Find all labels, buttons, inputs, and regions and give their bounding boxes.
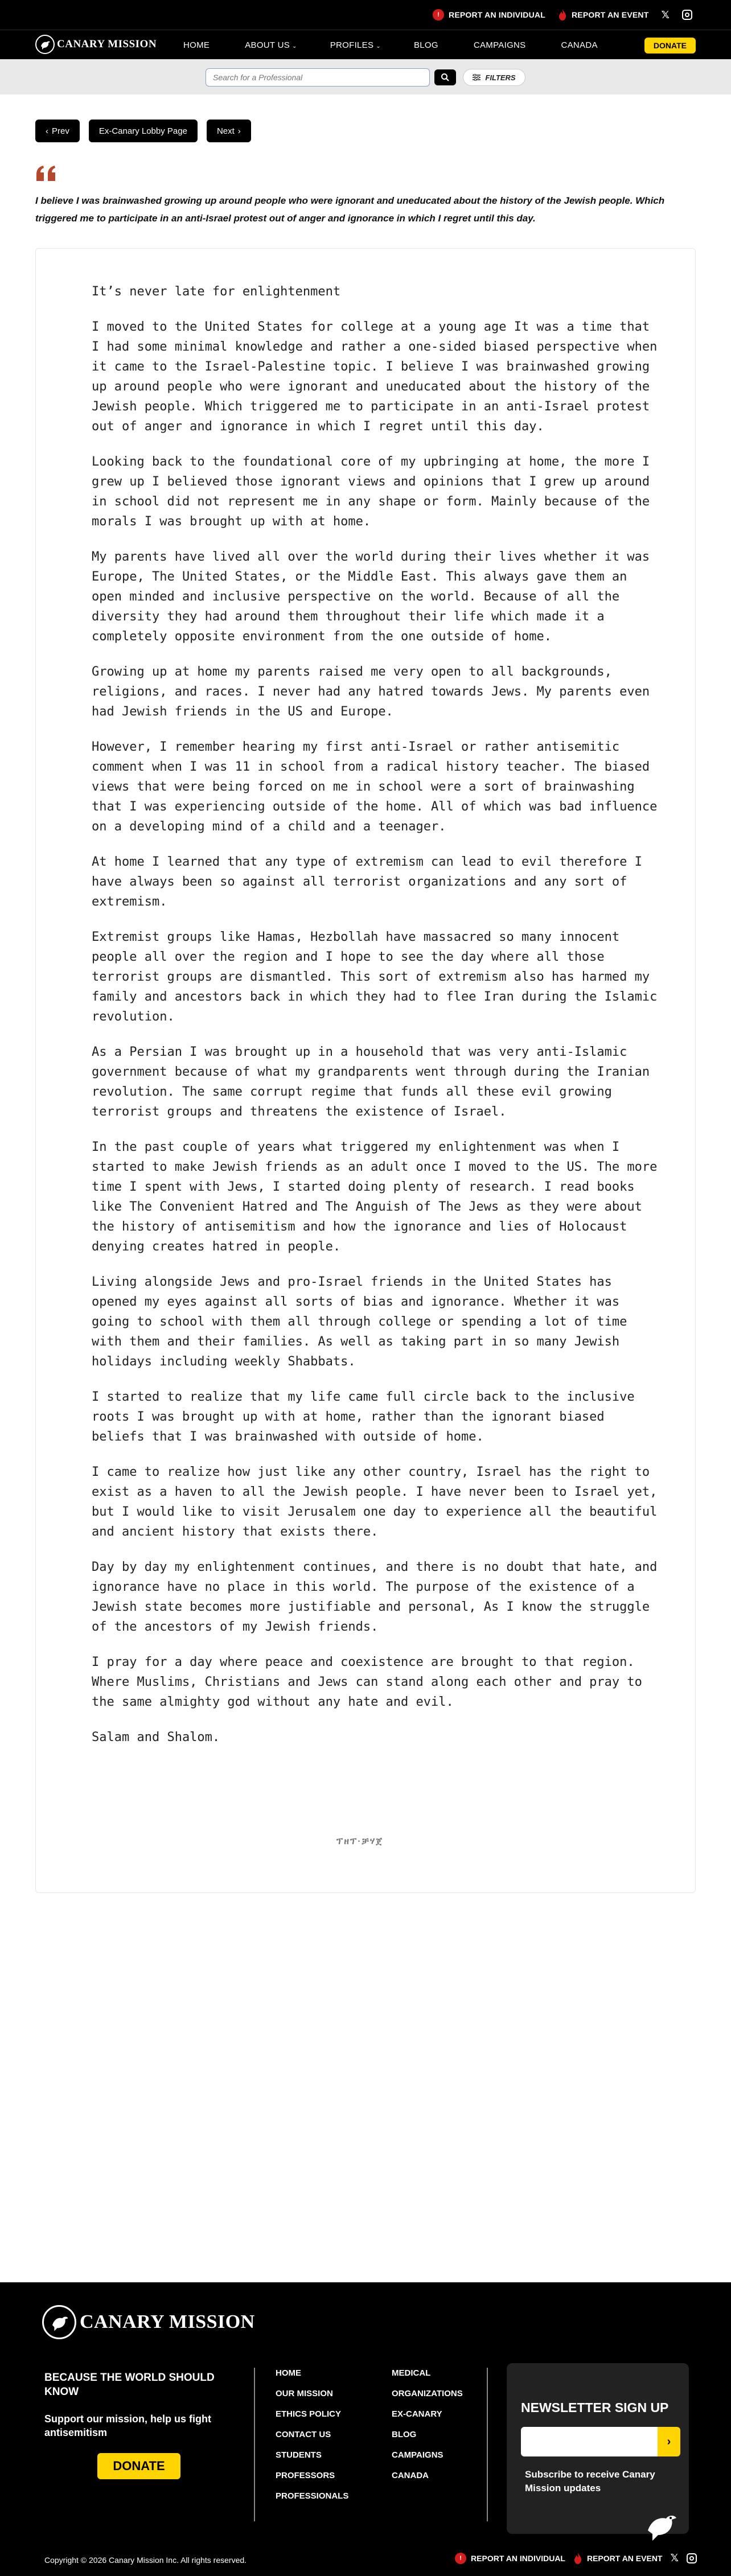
brand-name: CANARY MISSION <box>57 38 157 50</box>
nav-item-home[interactable]: HOME <box>183 40 210 50</box>
nav-links <box>183 30 600 60</box>
statement-text <box>92 282 661 1763</box>
statement-card <box>35 248 696 1893</box>
footer-links-col-1 <box>276 2368 348 2501</box>
report-event-link[interactable] <box>558 9 649 20</box>
footer-logo[interactable] <box>42 2305 255 2339</box>
instagram-icon[interactable] <box>682 10 692 20</box>
top-bar <box>0 0 731 30</box>
footer-link-ethics-policy[interactable]: ETHICS POLICY <box>276 2409 342 2419</box>
article-paragraph: Extremist groups like Hamas, Hezbollah have massacred so many innocent people all over the region and I hope to see the day where all those terrorist groups are dismantled. This sort of extremism also has harmed my family and ancestors back in which they had to flee Iran during the Islamic revolution. <box>92 930 658 1024</box>
footer-link-campaigns[interactable]: CAMPAIGNS <box>392 2450 443 2460</box>
footer-bottom-bar <box>0 2548 731 2576</box>
footer-report-event-link[interactable]: REPORT AN EVENT <box>573 2553 663 2564</box>
next-button[interactable]: Next › <box>207 120 251 142</box>
search-bar <box>0 59 731 94</box>
footer-link-professors[interactable]: PROFESSORS <box>276 2471 335 2480</box>
article-paragraph: However, I remember hearing my first anti-Israel or rather antisemitic comment when I was 11 in school from a radical history teacher. The biased views that were being forced on me in school were a sort of brainwashing that I was experiencing outside of the home. All of which was bad influence on a developing mind of a child and a teenager. <box>92 740 658 834</box>
alert-person-icon: ! <box>433 9 444 20</box>
article-paragraph: I pray for a day where peace and coexistence are brought to that region. Where Muslims, Christians and Jews can stand along each other and pray to the same almighty god without any hate and evil. <box>92 1655 642 1709</box>
footer-link-our-mission[interactable]: OUR MISSION <box>276 2389 333 2398</box>
flame-icon <box>573 2553 582 2564</box>
site-footer <box>0 2282 731 2576</box>
search-icon <box>441 73 450 82</box>
lobby-page-button[interactable]: Ex-Canary Lobby Page <box>89 120 198 142</box>
footer-link-medical[interactable]: MEDICAL <box>392 2368 431 2378</box>
footer-social-links <box>455 2552 697 2564</box>
search-button[interactable] <box>434 69 456 85</box>
article-paragraph: I came to realize how just like any other country, Israel has the right to exist as a haven to all the Jewish people. I have never been to Israel yet, but I would like to visit Jerusalem one day to experience all the beautiful and ancient history that exists there. <box>92 1465 658 1539</box>
chevron-down-icon: ⌄ <box>376 43 381 50</box>
article-paragraph: As a Persian I was brought up in a household that was very anti-Islamic government because of what my grandparents went through during the Iranian revolution. The same corrupt regime that funds all these evil growing terrorist groups and threatens the existence of Israel. <box>92 1045 650 1119</box>
copyright-text: Copyright © 2026 Canary Mission Inc. All rights reserved. <box>44 2556 247 2565</box>
report-event-label: REPORT AN EVENT <box>571 10 649 19</box>
canary-bird-icon <box>35 35 55 54</box>
instagram-icon[interactable] <box>687 2553 697 2563</box>
footer-link-organizations[interactable]: ORGANIZATIONS <box>392 2389 463 2398</box>
article-paragraph: It’s never late for enlightenment <box>92 285 341 299</box>
article-paragraph: I moved to the United States for college at a young age It was a time that I had some minimal knowledge and rather a one-sided biased perspective when it came to the Israel-Palestine topic. I believe I was brainwashed growing up around people who were ignorant and uneducated about the history of the Jewish people. Which triggered me to participate in an anti-Israel protest out of anger and ignorance in which I regret until this day. <box>92 320 658 434</box>
donate-button[interactable]: DONATE <box>644 38 696 54</box>
prev-button[interactable]: ‹ Prev <box>35 120 80 142</box>
article-paragraph: In the past couple of years what triggered my enlightenment was when I started to make Jewish friends as an adult once I moved to the US. The more time I spent with Jews, I started doing plenty of research. I read books like The Convenient Hatred and The Anguish of The Jews as they were about the history of antisemitism and how the ignorance and lies of Holocaust denying creates hatred in people. <box>92 1140 658 1254</box>
chevron-left-icon: ‹ <box>46 126 48 136</box>
newsletter-submit-button[interactable] <box>658 2427 680 2456</box>
main-nav <box>0 30 731 59</box>
footer-link-ex-canary[interactable]: EX-CANARY <box>392 2409 442 2419</box>
nav-item-about-us[interactable]: ABOUT US ⌄ <box>245 40 297 50</box>
flame-icon <box>558 9 567 20</box>
article-paragraph: Growing up at home my parents raised me very open to all backgrounds, religions, and races. I never had any hatred towards Jews. My parents even had Jewish friends in the US and Europe. <box>92 665 650 719</box>
nav-item-campaigns[interactable]: CAMPAIGNS <box>473 40 526 50</box>
profile-pager <box>35 120 251 142</box>
footer-link-professionals[interactable]: PROFESSIONALS <box>276 2491 349 2501</box>
footer-links-col-2 <box>392 2368 463 2481</box>
site-logo[interactable] <box>35 35 157 54</box>
footer-divider <box>254 2368 255 2521</box>
newsletter-title: NEWSLETTER SIGN UP <box>521 2400 669 2415</box>
canary-bird-icon <box>642 2505 682 2545</box>
filters-button[interactable] <box>463 69 525 86</box>
nav-item-canada[interactable]: CANADA <box>561 40 598 50</box>
footer-divider <box>487 2368 488 2521</box>
article-paragraph: Salam and Shalom. <box>92 1730 220 1744</box>
footer-brand-name: CANARY MISSION <box>80 2311 255 2332</box>
arrow-right-icon: › <box>667 2435 671 2448</box>
footer-link-students[interactable]: STUDENTS <box>276 2450 322 2460</box>
article-paragraph: I started to realize that my life came full circle back to the inclusive roots I was brought up with at home, rather than the ignorant biased beliefs that I was brainwashed with outside of home. <box>92 1390 635 1444</box>
nav-item-blog[interactable]: BLOG <box>413 40 438 50</box>
chevron-down-icon: ⌄ <box>292 43 297 50</box>
article-paragraph: Living alongside Jews and pro-Israel friends in the United States has opened my eyes against all sorts of bias and ignorance. Whether it was going to school with them all through college or spending a lot of time with them and their families. As well as taking part in so many Jewish holidays including weekly Shabbats. <box>92 1275 627 1369</box>
chevron-right-icon: › <box>237 126 241 136</box>
article-paragraph: Looking back to the foundational core of my upbringing at home, the more I grew up I believed those ignorant views and opinions that I grew up around in school did not represent me in any shape or form. Mainly because of the morals I was brought up with at home. <box>92 455 650 529</box>
footer-link-contact-us[interactable]: CONTACT US <box>276 2430 331 2439</box>
x-icon[interactable]: 𝕏 <box>670 2552 679 2563</box>
search-input[interactable] <box>206 68 430 87</box>
report-individual-link[interactable] <box>433 9 545 20</box>
footer-link-canada[interactable]: CANADA <box>392 2471 429 2480</box>
article-paragraph: My parents have lived all over the world during their lives whether it was Europe, The United States, or the Middle East. This always gave them an open minded and inclusive perspective on the world. Because of all the diversity they had around them throughout their life which made it a completely opposite environment from the one outside of home. <box>92 550 650 644</box>
x-icon[interactable]: 𝕏 <box>661 9 670 20</box>
footer-link-home[interactable]: HOME <box>276 2368 301 2378</box>
article-paragraph: At home I learned that any type of extremism can lead to evil therefore I have always been so against all terrorist organizations and any sort of extremism. <box>92 855 642 909</box>
newsletter-email-input[interactable] <box>521 2427 658 2456</box>
canary-bird-icon <box>42 2305 76 2339</box>
alert-person-icon: ! <box>455 2553 466 2564</box>
footer-donate-button[interactable]: DONATE <box>97 2453 180 2479</box>
footer-tagline: BECAUSE THE WORLD SHOULD KNOW <box>44 2372 215 2398</box>
article-paragraph: Day by day my enlightenment continues, and there is no doubt that hate, and ignorance have no place in this world. The purpose of the existence of a Jewish state becomes more justifiable and personal, As I know the struggle of the ancestors of my Jewish friends. <box>92 1560 658 1634</box>
profile-quote: I believe I was brainwashed growing up around people who were ignorant and uneducated about the history of the Jewish people. Which triggered me to participate in an anti-Israel protest out of anger and ignorance in which I regret until this day. <box>35 195 665 224</box>
nav-item-profiles[interactable]: PROFILES ⌄ <box>330 40 381 50</box>
footer-report-individual-link[interactable]: ! REPORT AN INDIVIDUAL <box>455 2553 565 2564</box>
filters-label: FILTERS <box>485 73 516 82</box>
filter-sliders-icon <box>473 74 481 81</box>
report-individual-label: REPORT AN INDIVIDUAL <box>449 10 545 19</box>
footer-link-blog[interactable]: BLOG <box>392 2430 417 2439</box>
quote-icon <box>35 165 58 182</box>
footer-support-text: Support our mission, help us fight antisemitism <box>44 2413 211 2438</box>
rainbow-watermark: ፕዘፕ·ቻሃጀ <box>336 1837 384 1846</box>
newsletter-note: Subscribe to receive Canary Mission updates <box>525 2469 655 2493</box>
